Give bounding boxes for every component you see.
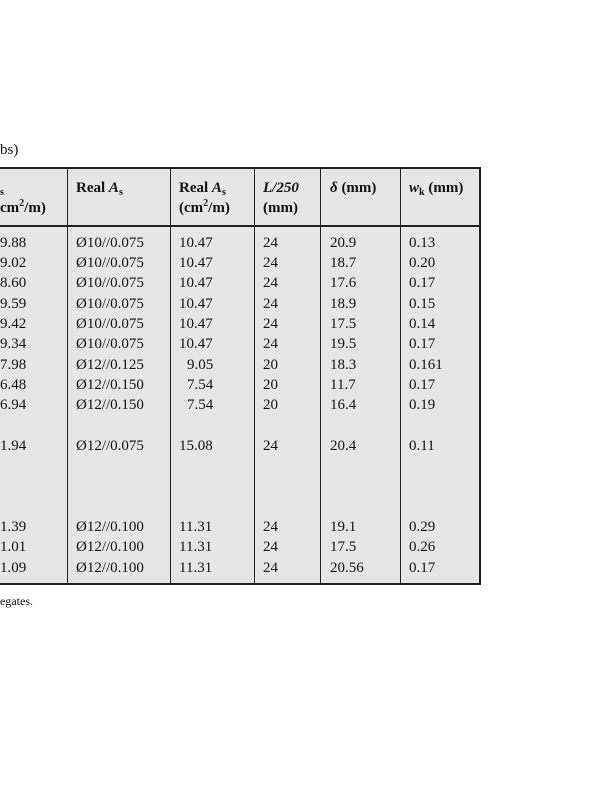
table-row (0, 253, 479, 273)
cell-crack-width: 0.20 (409, 255, 436, 271)
header-l250: L/250 (mm) (263, 180, 299, 216)
cell-l250: 24 (263, 519, 278, 535)
cell-deflection: 20.4 (330, 438, 357, 454)
header-real-as: Real $A_s$ $(cm^2/m)$ (179, 180, 230, 216)
cell-real-bars: Ø12//0.100 (76, 519, 144, 535)
cell-deflection: 11.7 (330, 377, 356, 393)
cell-l250: 20 (263, 377, 278, 393)
cell-real-bars: Ø10//0.075 (76, 275, 144, 291)
cell-real-as: 10.47 (179, 316, 213, 332)
cell-required-as: 1.09 (0, 560, 27, 576)
cell-real-as: 9.05 (187, 357, 214, 373)
cell-crack-width: 0.14 (409, 316, 436, 332)
cell-real-bars: Ø12//0.100 (76, 539, 144, 555)
cell-real-as: 10.47 (179, 336, 213, 352)
table-body (0, 227, 479, 583)
cell-l250: 24 (263, 275, 278, 291)
table-footnote: egates. (0, 594, 33, 608)
cell-crack-width: 0.19 (409, 397, 436, 413)
cell-real-bars: Ø12//0.150 (76, 377, 144, 393)
cell-required-as: 6.94 (0, 397, 27, 413)
cell-required-as: 1.94 (0, 438, 27, 454)
header-real-bars: Real $A_s$ (76, 180, 123, 198)
cell-l250: 24 (263, 316, 278, 332)
cell-required-as: 6.48 (0, 377, 27, 393)
table-row (0, 436, 479, 456)
cell-l250: 24 (263, 296, 278, 312)
header-crack-width: $w_k$ (mm) (409, 180, 464, 198)
cell-crack-width: 0.17 (409, 560, 436, 576)
cell-real-bars: Ø10//0.075 (76, 255, 144, 271)
cell-required-as: 8.60 (0, 275, 27, 291)
cell-deflection: 18.9 (330, 296, 357, 312)
cell-real-bars: Ø12//0.150 (76, 397, 144, 413)
cell-deflection: 18.3 (330, 357, 357, 373)
cell-l250: 24 (263, 438, 278, 454)
cell-deflection: 18.7 (330, 255, 357, 271)
cell-required-as: 1.39 (0, 519, 27, 535)
cell-deflection: 19.5 (330, 336, 357, 352)
cell-crack-width: 0.13 (409, 235, 436, 251)
table-row (0, 558, 479, 578)
cell-real-bars: Ø10//0.075 (76, 296, 144, 312)
cell-l250: 24 (263, 255, 278, 271)
cell-required-as: 9.34 (0, 336, 27, 352)
cell-crack-width: 0.17 (409, 275, 436, 291)
cell-crack-width: 0.29 (409, 519, 436, 535)
cell-required-as: 9.42 (0, 316, 27, 332)
cell-l250: 24 (263, 560, 278, 576)
cell-required-as: 9.88 (0, 235, 27, 251)
cell-deflection: 20.56 (330, 560, 364, 576)
table-row (0, 375, 479, 395)
cell-deflection: 17.6 (330, 275, 357, 291)
cell-crack-width: 0.11 (409, 438, 435, 454)
cell-required-as: 1.01 (0, 539, 27, 555)
cell-real-as: 10.47 (179, 255, 213, 271)
cell-real-as: 7.54 (187, 397, 214, 413)
cell-real-bars: Ø10//0.075 (76, 235, 144, 251)
cell-required-as: 9.02 (0, 255, 27, 271)
cell-deflection: 19.1 (330, 519, 357, 535)
cell-real-as: 15.08 (179, 438, 213, 454)
cell-crack-width: 0.161 (409, 357, 443, 373)
cell-real-bars: Ø12//0.075 (76, 438, 144, 454)
table-row (0, 517, 479, 537)
cell-l250: 20 (263, 357, 278, 373)
table-row (0, 334, 479, 354)
table-row (0, 233, 479, 253)
table-row (0, 395, 479, 415)
cell-real-bars: Ø10//0.075 (76, 316, 144, 332)
cell-real-as: 10.47 (179, 275, 213, 291)
table-row (0, 537, 479, 557)
cell-deflection: 17.5 (330, 539, 357, 555)
cell-real-as: 10.47 (179, 296, 213, 312)
table-row (0, 273, 479, 293)
cell-l250: 24 (263, 336, 278, 352)
table-caption-fragment: bs) (0, 142, 19, 158)
cell-deflection: 17.5 (330, 316, 357, 332)
cell-crack-width: 0.15 (409, 296, 436, 312)
cell-crack-width: 0.17 (409, 336, 436, 352)
cell-real-bars: Ø12//0.125 (76, 357, 144, 373)
table-row (0, 355, 479, 375)
cell-real-as: 11.31 (179, 539, 213, 555)
cell-real-bars: Ø12//0.100 (76, 560, 144, 576)
results-table (0, 167, 481, 585)
header-required-as: $_s$ $cm^2/m$) (0, 187, 46, 216)
cell-deflection: 16.4 (330, 397, 357, 413)
cell-deflection: 20.9 (330, 235, 357, 251)
cell-crack-width: 0.17 (409, 377, 436, 393)
cell-crack-width: 0.26 (409, 539, 436, 555)
cell-required-as: 9.59 (0, 296, 27, 312)
cell-l250: 24 (263, 235, 278, 251)
cell-real-as: 7.54 (187, 377, 214, 393)
header-deflection: δ (mm) (330, 180, 377, 196)
cell-l250: 24 (263, 539, 278, 555)
cell-real-as: 11.31 (179, 519, 213, 535)
table-header-row (0, 169, 479, 227)
cell-real-as: 11.31 (179, 560, 213, 576)
table-row (0, 314, 479, 334)
cell-real-as: 10.47 (179, 235, 213, 251)
table-row (0, 294, 479, 314)
cell-required-as: 7.98 (0, 357, 27, 373)
cell-real-bars: Ø10//0.075 (76, 336, 144, 352)
cell-l250: 20 (263, 397, 278, 413)
